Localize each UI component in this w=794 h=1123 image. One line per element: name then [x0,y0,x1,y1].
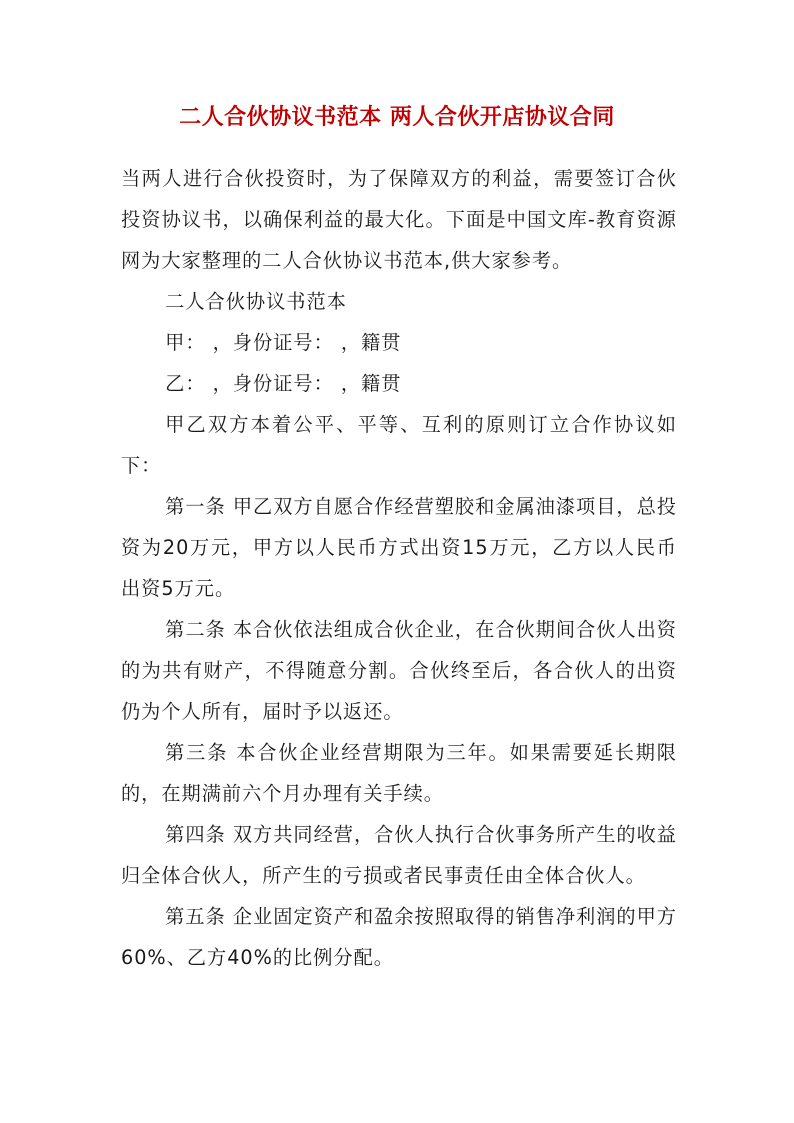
preamble-paragraph: 甲乙双方本着公平、平等、互利的原则订立合作协议如下： [121,413,677,477]
article-1: 第一条 甲乙双方自愿合作经营塑胶和金属油漆项目，总投资为20万元，甲方以人民币方式出资15万元，乙方以人民币出资5万元。 [121,495,677,600]
document-body [121,158,677,978]
article-2: 第二条 本合伙依法组成合伙企业，在合伙期间合伙人出资的为共有财产，不得随意分割。合伙终至后，各合伙人的出资仍为个人所有，届时予以返还。 [121,618,677,723]
intro-paragraph: 当两人进行合伙投资时，为了保障双方的利益，需要签订合伙投资协议书，以确保利益的最大化。下面是中国文库-教育资源网为大家整理的二人合伙协议书范本,供大家参考。 [121,167,677,272]
party-a-line: 甲： ，身份证号： ，籍贯 [165,331,402,354]
document-title: 二人合伙协议书范本 两人合伙开店协议合同 [179,104,615,130]
article-3: 第三条 本合伙企业经营期限为三年。如果需要延长期限的，在期满前六个月办理有关手续。 [121,741,677,805]
party-b-line: 乙： ，身份证号： ，籍贯 [165,372,402,395]
section-heading: 二人合伙协议书范本 [165,290,347,313]
article-5: 第五条 企业固定资产和盈余按照取得的销售净利润的甲方60%、乙方40%的比例分配。 [121,905,677,969]
article-4: 第四条 双方共同经营，合伙人执行合伙事务所产生的收益归全体合伙人，所产生的亏损或者民事责任由全体合伙人。 [121,823,677,887]
